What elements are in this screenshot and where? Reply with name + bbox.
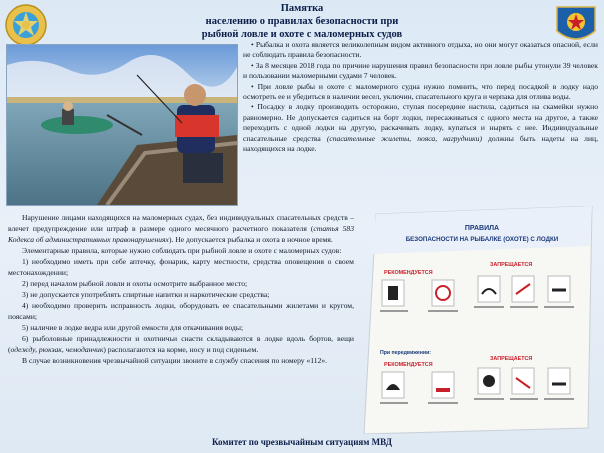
list-item: 2) перед началом рыбной ловли и охоты осмотрите выбранное место;: [22, 279, 248, 288]
poster-title-2: БЕЗОПАСНОСТИ НА РЫБАЛКЕ (ОХОТЕ) С ЛОДКИ: [405, 236, 559, 243]
kazakhstan-emblem: [3, 3, 49, 47]
list-item: 5) наличие в лодке ведра или другой емкости для откачивания воды;: [22, 323, 244, 332]
list-item: 4) необходимо проверить исправность лодки, оборудовать ее спасательными жилетами и кругом, поясами;: [8, 301, 354, 321]
safety-rules-poster: [362, 206, 598, 434]
recommended-label-2: РЕКОМЕНДУЕТСЯ: [384, 362, 433, 368]
paragraph: • За 8 месяцев 2018 года по причине нарушения правил безопасности при ловле рыбы утонули 39 человек и пользовании маломерными судами 7 человек.: [243, 60, 598, 81]
paragraph: Нарушение лицами находящихся на маломерных судах, без индивидуальных спасательных средств – влечет предупреждение или штраф в размере одного месячного расчетного показателя (статья 583 Кодекса об административных правонарушениях). Не допускается рыбалка и охота в ночное время.: [8, 213, 354, 244]
footer-organization: Комитет по чрезвычайным ситуациям МВД: [211, 437, 392, 447]
right-text-column: [243, 40, 598, 154]
list-item: 1) необходимо иметь при себе аптечку, фонарик, карту местности, средства оповещения о своем местонахождении;: [8, 257, 354, 277]
forbidden-label: ЗАПРЕЩАЕТСЯ: [490, 262, 533, 268]
forbidden-label-2: ЗАПРЕЩАЕТСЯ: [490, 356, 533, 362]
paragraph: • Посадку в лодку производить осторожно, ступая посередине настила, садиться на скамейки нужно равномерно. Не допускается садиться на борт лодки, пересаживаться с одного места на другое, а также переходить с одной лодки на другую, раскачивать лодку, купаться и нырять с нее. Индивидуальные спасательные средства (спасательные жилеты, пояса, нагрудники) должны быть надеты на лиц, находящихся на лодке.: [243, 102, 598, 154]
document-title: [120, 2, 484, 41]
title-line-2: населению о правилах безопасности при: [205, 16, 399, 27]
paragraph: • Рыбалка и охота является великолепным видом активного отдыха, но они могут оказаться опасной, если не соблюдать правила безопасности.: [243, 40, 598, 60]
fishing-boat-photo: [6, 44, 238, 206]
paragraph: Элементарные правила, которые нужно соблюдать при рыбной ловле и охоте с маломерных судов:: [22, 246, 342, 255]
on-move-label: При передвижении:: [380, 350, 432, 356]
list-item: 6) рыболовные принадлежности и охотничьи снасти складываются в лодке вдоль бортов, вещи (одежду, рюкзак, чемоданчик) располагаются на корме, носу и под сиденьем.: [8, 334, 354, 354]
paragraph: В случае возникновения чрезвычайной ситуации звоните в службу спасения по номеру «112».: [22, 356, 328, 365]
recommended-label: РЕКОМЕНДУЕТСЯ: [384, 270, 433, 276]
paragraph: • При ловле рыбы и охоте с маломерного судна нужно помнить, что перед посадкой в лодку надо осмотреть ее и убедиться в наличии весел, уключин, спасательного круга и черпака для отлива воды.: [243, 81, 598, 102]
list-item: 3) не допускается употреблять спиртные напитки и наркотические средства;: [22, 290, 270, 299]
left-text-column: [8, 212, 354, 366]
title-line-3: рыбной ловле и охоте с маломерных судов: [201, 29, 403, 40]
title-line-1: Памятка: [280, 3, 324, 14]
poster-title-1: ПРАВИЛА: [464, 225, 500, 232]
